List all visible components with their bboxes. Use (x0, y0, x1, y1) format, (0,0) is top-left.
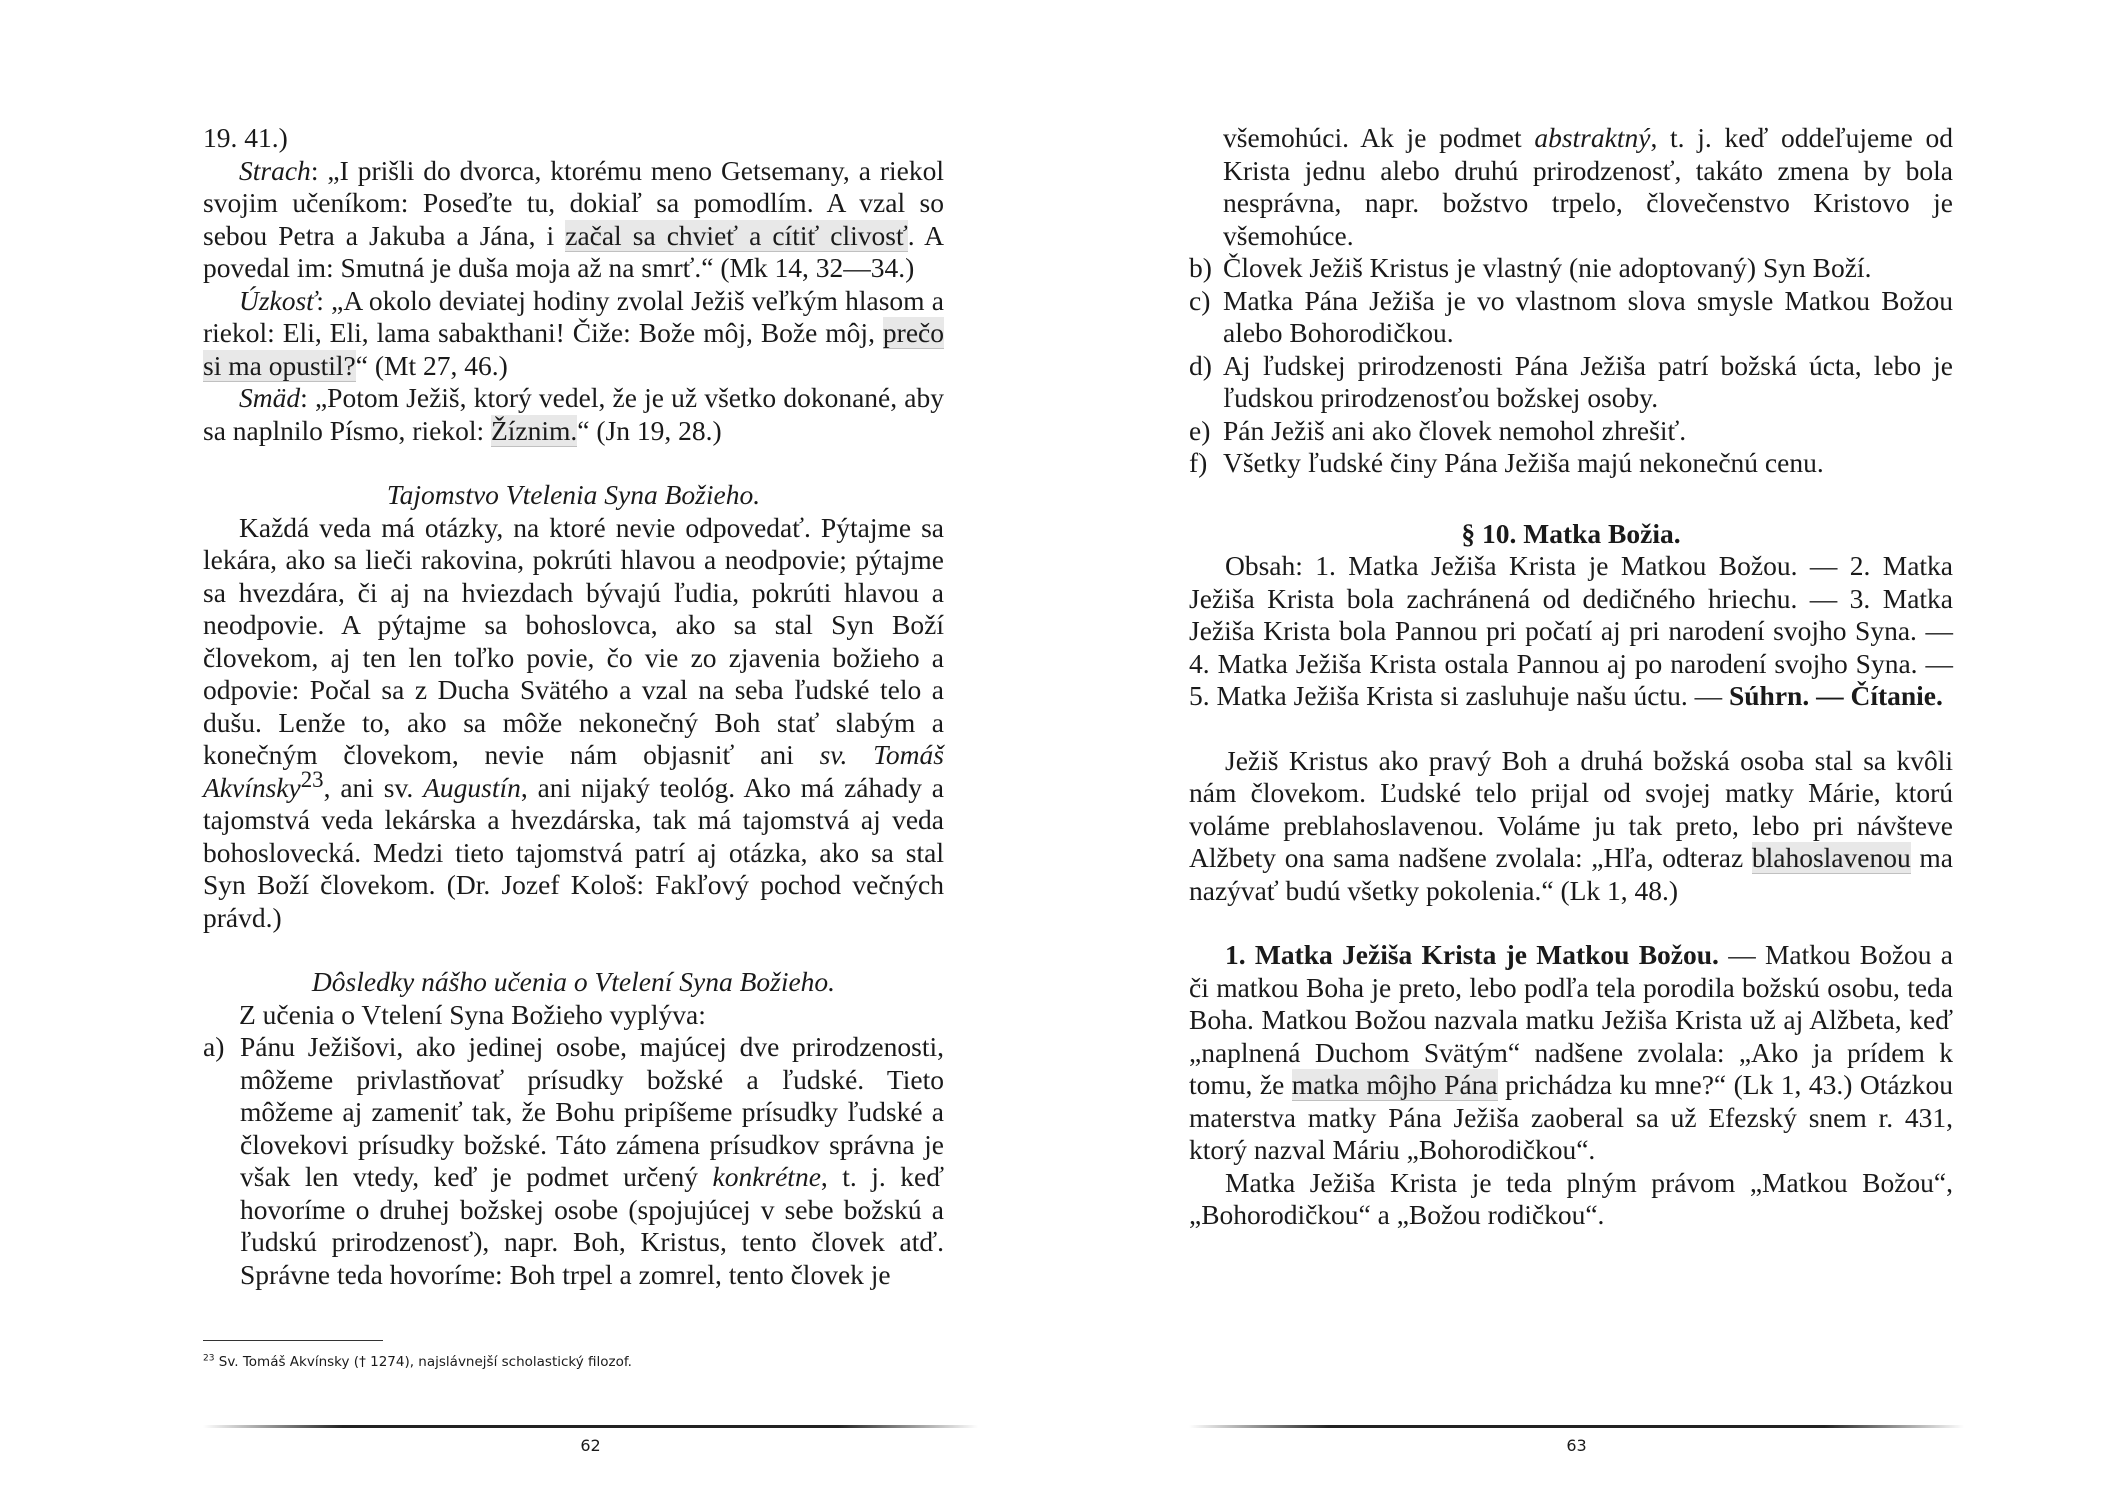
para2-italic-tomas: sv. Tomáš Akvínsky (203, 739, 944, 803)
uzkost-text: : „A okolo deviatej hodiny zvolal Ježiš veľkým hlasom a riekol: Eli, Eli, lama sabakthani! Čiže: Bože môj, Bože môj, (203, 284, 944, 348)
footnote (203, 1353, 944, 1371)
list-item-text: Všetky ľudské činy Pána Ježiša majú nekonečnú cenu. (1223, 447, 1824, 478)
point-heading: 1. Matka Ježiša Krista je Matkou Božou. (1225, 939, 1719, 970)
para2-italic-augustin: Augustín (423, 771, 521, 803)
footnote-reference: 23 (300, 766, 324, 792)
term-strach: Strach (239, 154, 311, 186)
summary-text: Obsah: 1. Matka Ježiša Krista je Matkou Božou. — 2. Matka Ježiša Krista bola zachránená od dedičného hriechu. — 3. Matka Ježiša Krista bola Pannou pri počatí aj pri narodení svojho Syna. — 4. Matka Ježiša Krista ostala Pannou aj po narodení svojho Syna. — 5. Matka Ježiša Krista si zasluhuje našu úctu. — (1189, 550, 1953, 711)
consequence-list (203, 1031, 944, 1291)
subheading-dosledky: Dôsledky nášho učenia o Vtelení Syna Božieho. (311, 966, 836, 997)
list-item-label: d) (1189, 349, 1212, 381)
right-page-text (1189, 122, 1953, 1232)
subheading-tajomstvo: Tajomstvo Vtelenia Syna Božieho. (386, 479, 761, 510)
page-number: 62 (580, 1436, 601, 1455)
para2-text-c: , ani nijaký teológ. Ako má záhady a tajomstvá veda lekárska a hvezdárska, tak má tajomstvá aj veda bohoslovecká. Medzi tieto tajomstvá patrí aj otázka, ako sa stal Syn Boží človekom. (Dr. Jozef Kološ: Fakľový pochod večných právd.) (203, 771, 944, 933)
list-item (1189, 285, 1953, 350)
highlighted-text: Žíznim. (490, 414, 578, 446)
paragraph-uzkost (203, 285, 944, 383)
intro-line: Z učenia o Vtelení Syna Božieho vyplýva: (239, 998, 706, 1030)
continuation-line: 19. 41.) (203, 122, 288, 153)
para2-text-a: Každá veda má otázky, na ktoré nevie odpovedať. Pýtajme sa lekára, ako sa lieči rakovina, pokrúti hlavou a neodpovie; pýtajme sa hvezdára, či aj na hviezdach bývajú ľudia, pokrúti hlavou a neodpovie. A pýtajme sa bohoslovca, ako sa stal Syn Boží človekom, aj ten len toľko povie, čo vie zo zjavenia božieho a odpovie: Počal sa z Ducha Svätého a vzal na seba ľudské telo a dušu. Lenže to, ako sa môže nekonečný Boh stať slabým a konečným človekom, nevie nám objasniť ani (203, 511, 944, 770)
paragraph-tajomstvo (203, 512, 944, 935)
point-text-1: — Matkou Božou a či matkou Boha je preto, lebo podľa tela porodila božskú osobu, teda Boha. Matkou Božou nazvala matku Ježiša Krista už aj Alžbeta, keď „naplnená Duchom Svätým“ nadšene zvolala: „Ako ja prídem k tomu, že (1189, 939, 1953, 1100)
footer-divider (1189, 1425, 1964, 1428)
item-a-text-2: , t. j. keď hovoríme o druhej božskej osobe (spojujúcej v sebe božskú a ľudskú prirodzenosť), napr. Boh, Kristus, tento človek atď. Správne teda hovoríme: Boh trpel a zomrel, tento človek je (240, 1161, 945, 1290)
section-title: § 10. Matka Božia. (1461, 517, 1681, 549)
paragraph-smad (203, 382, 944, 447)
footnote-text: Sv. Tomáš Akvínsky († 1274), najslávnejší scholastický filozof. (214, 1354, 632, 1370)
page-number: 63 (1566, 1436, 1587, 1455)
paragraph-matka-bozia (1189, 939, 1953, 1167)
strach-text: : „I prišli do dvorca, ktorému meno Getsemany, a riekol svojim učeníkom: Poseďte tu, dokiaľ sa pomodlím. A vzal so sebou Petra a Jakuba a Jána, i (203, 154, 944, 251)
uzkost-tail: “ (Mt 27, 46.) (355, 349, 508, 381)
list-item (1189, 415, 1953, 448)
footnote-number: 23 (203, 1353, 215, 1364)
list-item-label: a) (203, 1031, 225, 1062)
highlighted-text: blahoslavenou (1751, 842, 1911, 873)
strach-tail: . A povedal im: Smutná je duša moja až na smrť.“ (Mk 14, 32—34.) (203, 219, 944, 283)
list-item-label: c) (1189, 284, 1211, 316)
paragraph-intro (1189, 745, 1953, 908)
paragraph-conclusion: Matka Ježiša Krista je teda plným právom „Matkou Božou“, „Bohorodičkou“ a „Božou rodičkou“. (1189, 1166, 1953, 1230)
list-item (1189, 447, 1953, 480)
para2-text-b: , ani sv. (323, 771, 424, 803)
term-uzkost: Úzkosť (239, 284, 317, 316)
smad-tail: “ (Jn 19, 28.) (577, 414, 722, 446)
cont-text-1: všemohúci. Ak je podmet (1223, 122, 1535, 153)
highlighted-text: začal sa chvieť a cítiť clivosť (565, 219, 908, 251)
list-item-text: Pán Ježiš ani ako človek nemohol zhrešiť. (1223, 414, 1687, 446)
point-text-2: prichádza ku mne?“ (Lk 1, 43.) Otázkou materstva matky Pána Ježiša zaoberal sa už Efezský snem r. 431, ktorý nazval Máriu „Bohorodičkou“. (1189, 1069, 1953, 1165)
right-page (1061, 0, 2122, 1500)
intro-text-2: ma nazývať budú všetky pokolenia.“ (Lk 1, 48.) (1189, 842, 1953, 906)
continuation-paragraph (1189, 122, 1953, 252)
list-item (203, 1031, 944, 1291)
intro-text-1: Ježiš Kristus ako pravý Boh a druhá božská osoba stal sa kvôli nám človekom. Ľudské telo prijal od svojej matky Márie, ktorú voláme preblahoslavenou. Voláme ju tak preto, lebo pri návšteve Alžbety ona sama nadšene zvolala: „Hľa, odteraz (1189, 744, 1953, 873)
list-item-label: e) (1189, 414, 1211, 446)
smad-text: : „Potom Ježiš, ktorý vedel, že je už všetko dokonané, aby sa naplnilo Písmo, riekol: (203, 382, 944, 446)
list-item-text: Človek Ježiš Kristus je vlastný (nie adoptovaný) Syn Boží. (1223, 252, 1872, 283)
summary-bold: Súhrn. — Čítanie. (1728, 680, 1943, 711)
list-item-label: b) (1189, 252, 1212, 283)
term-smad: Smäd (239, 382, 301, 413)
list-item-text: Aj ľudskej prirodzenosti Pána Ježiša patrí božská úcta, lebo je ľudskou prirodzenosťou božskej osoby. (1223, 349, 1953, 413)
list-item (1189, 252, 1953, 285)
cont-italic: abstraktný (1534, 122, 1651, 153)
item-a-italic: konkrétne (712, 1161, 821, 1192)
cont-text-2: , t. j. keď oddeľujeme od Krista jednu alebo druhú prirodzenosť, takáto zmena by bola nesprávna, napr. božstvo trpelo, človečenstvo Kristovo je všemohúce. (1223, 122, 1953, 251)
list-item-text: Matka Pána Ježiša je vo vlastnom slova smysle Matkou Božou alebo Bohorodičkou. (1223, 284, 1953, 348)
consequence-list-cont (1189, 252, 1953, 480)
list-item-label: f) (1189, 447, 1208, 478)
left-page-text (203, 122, 944, 1291)
highlighted-text: matka môjho Pána (1291, 1069, 1498, 1100)
footnote-divider (203, 1340, 383, 1341)
paragraph-strach (203, 155, 944, 285)
item-a-text-1: Pánu Ježišovi, ako jedinej osobe, majúcej dve prirodzenosti, môžeme privlastňovať prísudky božské a ľudské. Tieto môžeme aj zameniť tak, že Bohu pripíšeme prísudky ľudské a človekovi prísudky božské. Táto zámena prísudkov správna je však len vtedy, keď je podmet určený (240, 1031, 944, 1192)
list-item (1189, 350, 1953, 415)
section-summary (1189, 550, 1953, 713)
highlighted-text: prečo si ma opustil? (203, 317, 944, 381)
footer-divider (203, 1425, 978, 1428)
